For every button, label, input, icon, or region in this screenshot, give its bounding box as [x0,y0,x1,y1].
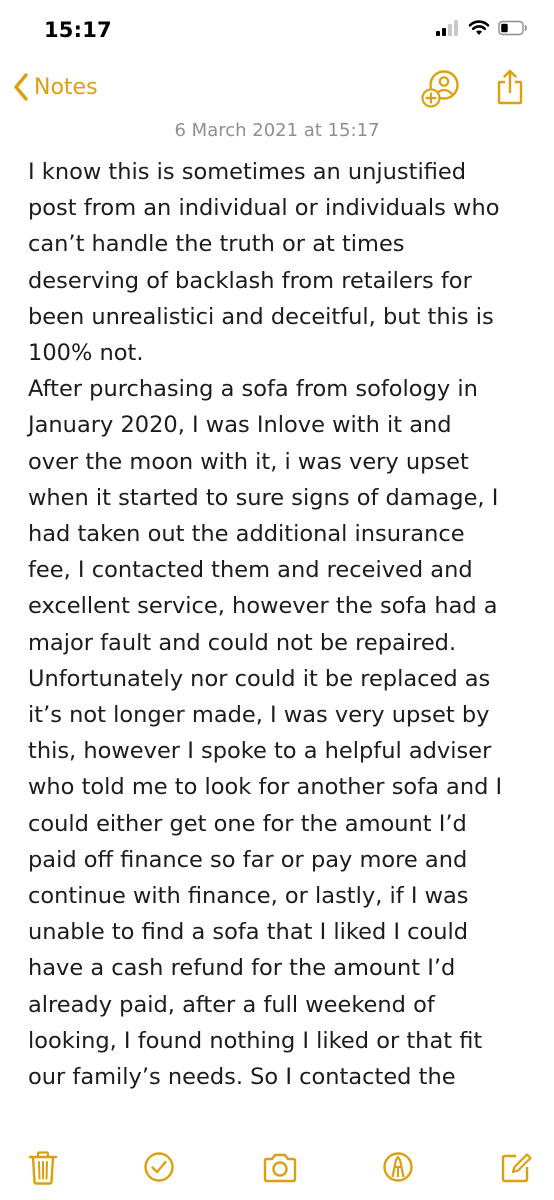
note-line: when it started to sure signs of damage, I [28,484,499,511]
note-line: looking, I found nothing I liked or that fit [28,1027,483,1054]
bottom-toolbar [0,1150,554,1200]
status-time: 15:17 [44,18,112,42]
markup-icon[interactable] [381,1150,415,1186]
cellular-signal-icon [436,20,460,36]
back-button-label: Notes [34,74,98,100]
note-line: have a cash refund for the amount I’d [28,955,456,982]
note-line: excellent service, however the sofa had a [28,593,498,620]
share-icon[interactable] [496,68,524,106]
note-line: over the moon with it, i was very upset [28,448,469,475]
note-line: I know this is sometimes an unjustified [28,159,467,185]
note-line: this, however I spoke to a helpful adviser [28,738,492,765]
back-button[interactable] [12,72,98,102]
note-line: our family’s needs. So I contacted the [28,1064,456,1091]
nav-bar [0,64,554,118]
note-line: paid off finance so far or pay more and [28,846,468,873]
trash-icon[interactable] [28,1150,58,1186]
battery-icon [498,20,528,36]
camera-icon[interactable] [262,1150,298,1186]
note-line: post from an individual or individuals who [28,195,500,222]
compose-icon[interactable] [500,1150,532,1186]
note-line: major fault and could not be repaired. [28,629,457,656]
note-line: been unrealistici and deceitful, but this is [28,303,494,330]
status-bar [0,0,554,64]
note-line: deserving of backlash from retailers for [28,267,472,294]
wifi-icon [468,20,490,36]
note-date: 6 March 2021 at 15:17 [174,120,380,141]
checklist-icon[interactable] [143,1150,175,1186]
chevron-left-icon [12,72,30,102]
note-line: 100% not. [28,340,144,367]
note-body[interactable] [28,154,528,1095]
status-icons [436,20,528,36]
note-line: continue with finance, or lastly, if I was [28,883,469,910]
note-line: it’s not longer made, I was very upset by [28,702,490,729]
note-line: could either get one for the amount I’d [28,810,467,837]
note-line: had taken out the additional insurance [28,521,465,548]
note-line: can’t handle the truth or at times [28,231,405,258]
note-line: already paid, after a full weekend of [28,991,435,1018]
note-line: who told me to look for another sofa and I [28,774,503,801]
add-person-icon[interactable] [420,68,464,110]
note-line: Unfortunately nor could it be replaced as [28,665,491,692]
note-line: fee, I contacted them and received and [28,557,473,584]
note-line: After purchasing a sofa from sofology in [28,376,478,403]
note-line: January 2020, I was Inlove with it and [28,412,452,439]
note-line: unable to find a sofa that I liked I could [28,919,469,946]
